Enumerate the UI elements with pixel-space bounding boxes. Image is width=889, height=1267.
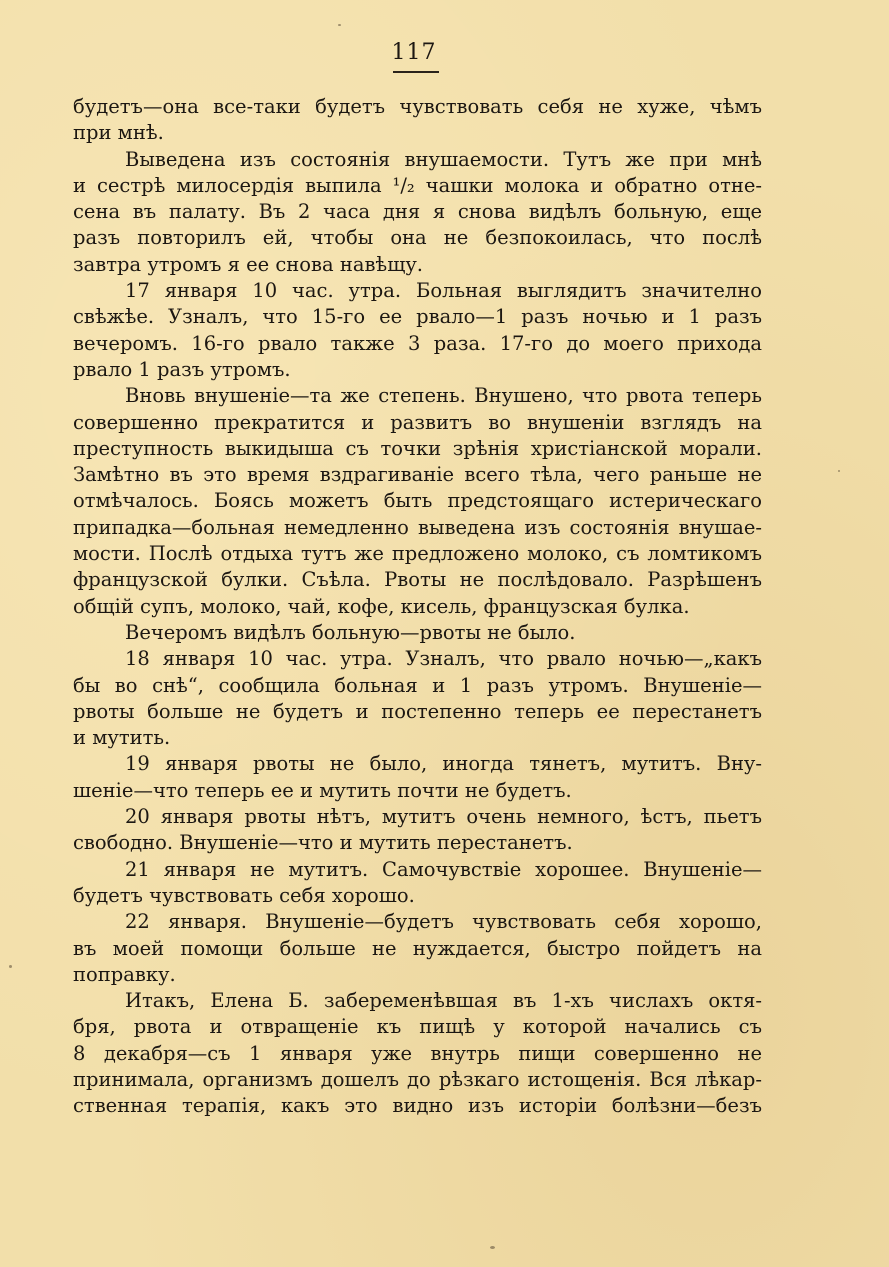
- text-line: совершенно прекратится и развитъ во внушеніи взглядъ на: [73, 410, 762, 434]
- text-line: Итакъ, Елена Б. забеременѣвшая въ 1-хъ числахъ октя-: [125, 989, 762, 1013]
- text-line: Вновь внушеніе—та же степень. Внушено, что рвота теперь: [125, 384, 762, 408]
- text-line: ственная терапія, какъ это видно изъ исторіи болѣзни—безъ: [73, 1094, 762, 1118]
- page-number-underline: [393, 71, 439, 73]
- text-line: общій супъ, молоко, чай, кофе, кисель, французская булка.: [73, 594, 690, 618]
- text-line: 18 января 10 час. утра. Узналъ, что рвало ночью—„какъ: [125, 647, 762, 671]
- text-line: рвало 1 разъ утромъ.: [73, 357, 291, 381]
- text-line: припадка—больная немедленно выведена изъ состоянія внушае-: [73, 515, 762, 539]
- text-line: 8 декабря—съ 1 января уже внутрь пищи совершенно не: [73, 1041, 762, 1065]
- text-line: въ моей помощи больше не нуждается, быстро пойдетъ на: [73, 936, 762, 960]
- text-line: 22 января. Внушеніе—будетъ чувствовать себя хорошо,: [125, 910, 762, 934]
- text-line: 19 января рвоты не было, иногда тянетъ, мутитъ. Вну-: [125, 752, 762, 776]
- text-line: мости. Послѣ отдыха тутъ же предложено молоко, съ ломтикомъ: [73, 542, 762, 566]
- text-line: будетъ—она все-таки будетъ чувствовать себя не хуже, чѣмъ: [73, 95, 762, 118]
- body-text: [73, 94, 762, 1120]
- text-line: отмѣчалось. Боясь можетъ быть предстоящаго истерическаго: [73, 489, 762, 513]
- text-line: бы во снѣ“, сообщила больная и 1 разъ утромъ. Внушеніе—: [73, 673, 762, 697]
- text-line: принимала, организмъ дошелъ до рѣзкаго истощенія. Вся лѣкар-: [73, 1067, 762, 1091]
- text-line: свободно. Внушеніе—что и мутить перестанетъ.: [73, 831, 573, 855]
- text-line: бря, рвота и отвращеніе къ пищѣ у которой начались съ: [73, 1015, 762, 1039]
- text-line: 21 января не мутитъ. Самочувствіе хорошее. Внушеніе—: [125, 857, 762, 881]
- text-line: Замѣтно въ это время вздрагиваніе всего тѣла, чего раньше не: [73, 463, 762, 487]
- text-line: вечеромъ. 16-го рвало также 3 раза. 17-го до моего прихода: [73, 331, 762, 355]
- paper-speck: [338, 24, 341, 26]
- text-line: Выведена изъ состоянія внушаемости. Тутъ же при мнѣ: [125, 147, 762, 171]
- text-line: рвоты больше не будетъ и постепенно теперь ее перестанетъ: [73, 699, 762, 723]
- paper-speck: [490, 1246, 495, 1249]
- text-line: завтра утромъ я ее снова навѣщу.: [73, 252, 423, 276]
- text-line: поправку.: [73, 962, 176, 986]
- text-line: при мнѣ.: [73, 121, 164, 145]
- text-line: 17 января 10 час. утра. Больная выглядитъ значително: [125, 279, 762, 303]
- paper-speck: [9, 965, 12, 968]
- text-line: и сестрѣ милосердія выпила ¹/₂ чашки молока и обратно отне-: [73, 173, 762, 197]
- paper-speck: [838, 470, 840, 472]
- text-line: сена въ палату. Въ 2 часа дня я снова видѣлъ больную, еще: [73, 200, 762, 224]
- text-line: французской булки. Съѣла. Рвоты не послѣдовало. Разрѣшенъ: [73, 568, 762, 592]
- text-line: и мутить.: [73, 726, 171, 750]
- text-line: шеніе—что теперь ее и мутить почти не будетъ.: [73, 778, 572, 802]
- page-number: 117: [391, 40, 437, 65]
- text-line: разъ повторилъ ей, чтобы она не безпокоилась, что послѣ: [73, 226, 762, 250]
- text-line: свѣжѣе. Узналъ, что 15-го ее рвало—1 разъ ночью и 1 разъ: [73, 305, 762, 329]
- text-line: будетъ чувствовать себя хорошо.: [73, 883, 415, 907]
- text-line: преступность выкидыша съ точки зрѣнія христіанской морали.: [73, 436, 762, 460]
- text-line: 20 января рвоты нѣтъ, мутитъ очень немного, ѣстъ, пьетъ: [125, 805, 762, 829]
- text-line: Вечеромъ видѣлъ больную—рвоты не было.: [125, 620, 576, 644]
